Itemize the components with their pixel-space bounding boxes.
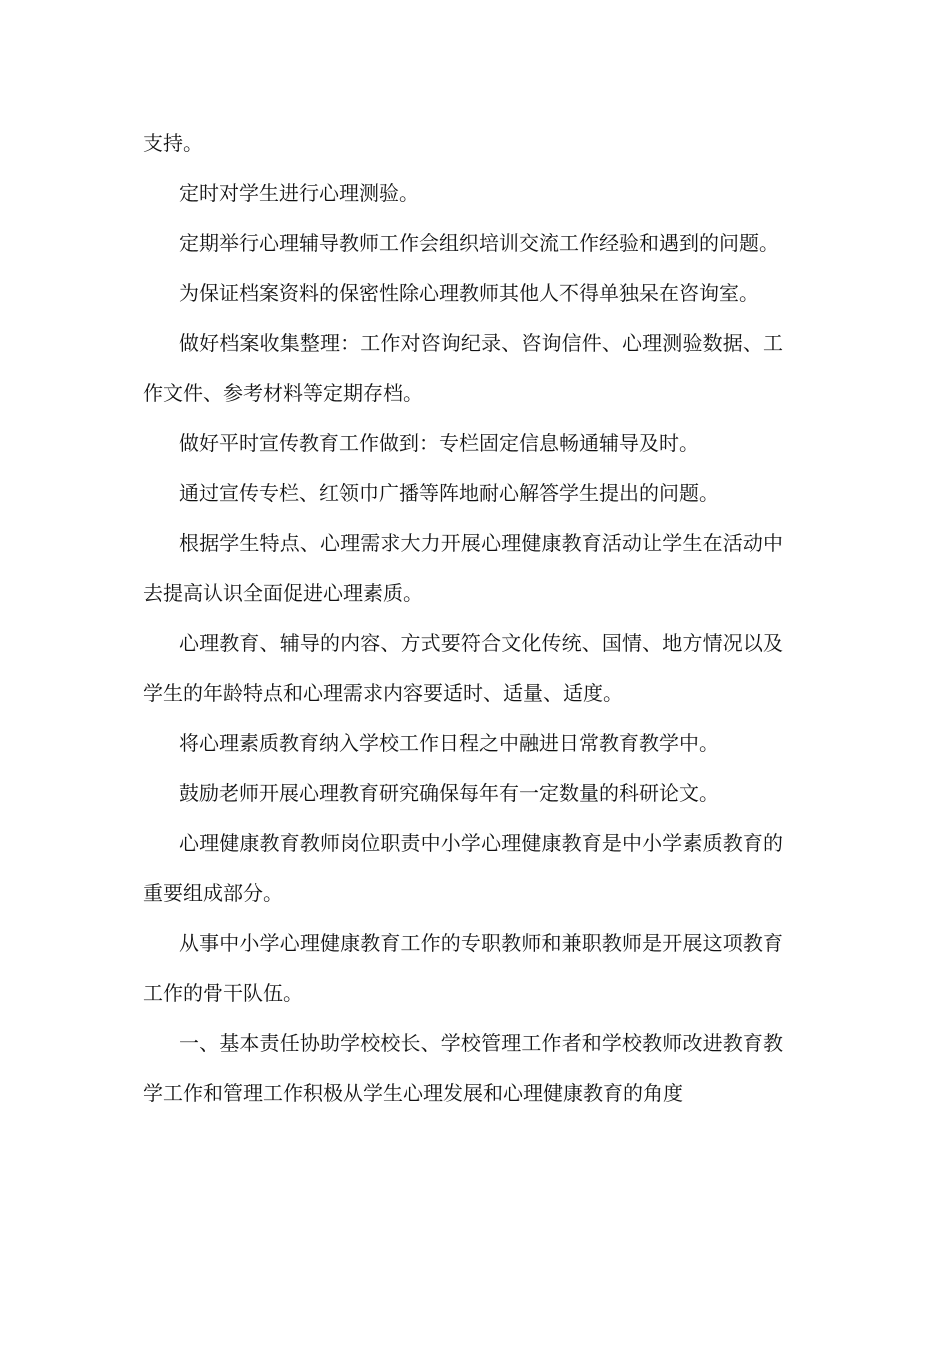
paragraph: 心理教育、辅导的内容、方式要符合文化传统、国情、地方情况以及学生的年龄特点和心理需求内容要适时、适量、适度。 [143, 631, 783, 705]
document-body [143, 118, 783, 1118]
paragraph: 将心理素质教育纳入学校工作日程之中融进日常教育教学中。 [179, 731, 719, 755]
paragraph: 支持。 [143, 131, 203, 155]
paragraph: 通过宣传专栏、红领巾广播等阵地耐心解答学生提出的问题。 [179, 481, 719, 505]
paragraph: 一、基本责任协助学校校长、学校管理工作者和学校教师改进教育教学工作和管理工作积极从学生心理发展和心理健康教育的角度 [143, 1031, 783, 1105]
paragraph: 做好平时宣传教育工作做到：专栏固定信息畅通辅导及时。 [179, 431, 699, 455]
paragraph: 从事中小学心理健康教育工作的专职教师和兼职教师是开展这项教育工作的骨干队伍。 [143, 931, 783, 1005]
paragraph: 定期举行心理辅导教师工作会组织培训交流工作经验和遇到的问题。 [179, 231, 779, 255]
paragraph: 定时对学生进行心理测验。 [179, 181, 419, 205]
paragraph: 做好档案收集整理：工作对咨询纪录、咨询信件、心理测验数据、工作文件、参考材料等定期存档。 [143, 331, 783, 405]
paragraph: 为保证档案资料的保密性除心理教师其他人不得单独呆在咨询室。 [179, 281, 759, 305]
paragraph: 心理健康教育教师岗位职责中小学心理健康教育是中小学素质教育的重要组成部分。 [143, 831, 783, 905]
paragraph: 鼓励老师开展心理教育研究确保每年有一定数量的科研论文。 [179, 781, 719, 805]
paragraph: 根据学生特点、心理需求大力开展心理健康教育活动让学生在活动中去提高认识全面促进心理素质。 [143, 531, 783, 605]
